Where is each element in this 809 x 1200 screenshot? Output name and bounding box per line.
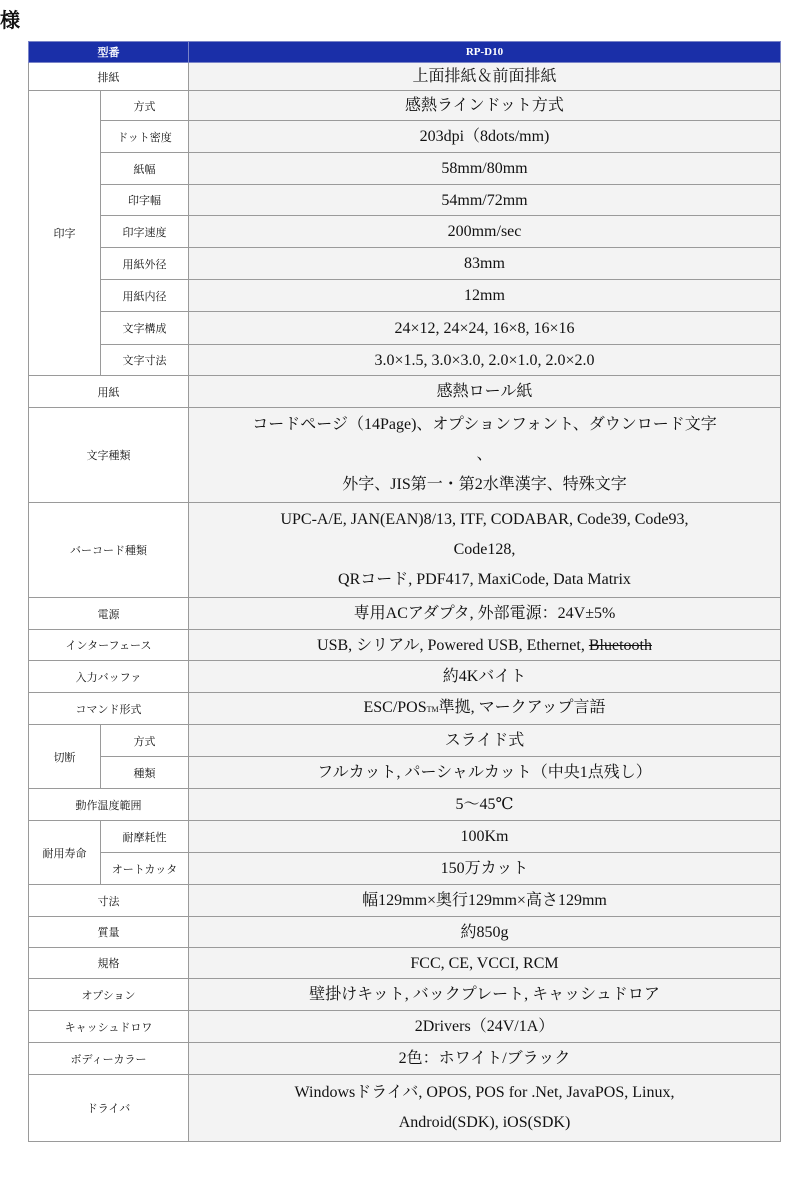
row-label-print-speed: 印字速度 bbox=[101, 216, 189, 248]
interface-value: USB, シリアル, Powered USB, Ethernet, bbox=[317, 636, 585, 654]
row-value-temperature: 5〜45℃ bbox=[189, 789, 781, 821]
row-label-print-width: 印字幅 bbox=[101, 185, 189, 216]
row-label-autocutter: オートカッタ bbox=[101, 853, 189, 885]
row-label-cutter-method: 方式 bbox=[101, 725, 189, 757]
row-value-autocutter: 150万カット bbox=[189, 853, 781, 885]
table-row bbox=[29, 757, 781, 789]
table-row bbox=[29, 153, 781, 185]
table-row bbox=[29, 216, 781, 248]
row-value-cutter-type: フルカット, パーシャルカット（中央1点残し） bbox=[189, 757, 781, 789]
barcode-line: UPC-A/E, JAN(EAN)8/13, ITF, CODABAR, Code39, Code93, bbox=[280, 511, 689, 528]
table-row bbox=[29, 345, 781, 376]
row-label-paper-width: 紙幅 bbox=[101, 153, 189, 185]
row-value-options: 壁掛けキット, バックプレート, キャッシュドロア bbox=[189, 979, 781, 1011]
table-row bbox=[29, 503, 781, 598]
barcode-line: Code128, bbox=[453, 541, 516, 558]
trademark-mark: TM bbox=[426, 705, 439, 714]
row-value-paper: 感熱ロール紙 bbox=[189, 376, 781, 408]
table-row bbox=[29, 598, 781, 630]
char-types-line: 外字、JIS第一・第2水準漢字、特殊文字 bbox=[342, 476, 627, 493]
row-value-char-config: 24×12, 24×24, 16×8, 16×16 bbox=[189, 312, 781, 345]
row-label-weight: 質量 bbox=[29, 917, 189, 948]
row-value-dot-density: 203dpi（8dots/mm) bbox=[189, 121, 781, 153]
row-label-cash-drawer: キャッシュドロワ bbox=[29, 1011, 189, 1043]
section-heading: 様 bbox=[0, 10, 20, 32]
row-label-standards: 規格 bbox=[29, 948, 189, 979]
command-value-pre: ESC/POS bbox=[363, 699, 427, 716]
table-row bbox=[29, 1011, 781, 1043]
row-label-command: コマンド形式 bbox=[29, 693, 189, 725]
table-row bbox=[29, 789, 781, 821]
row-label-barcode: バーコード種類 bbox=[29, 503, 189, 598]
table-row bbox=[29, 725, 781, 757]
row-value-cash-drawer: 2Drivers（24V/1A） bbox=[189, 1011, 781, 1043]
table-row bbox=[29, 121, 781, 153]
command-value-post: 準拠, マークアップ言語 bbox=[438, 699, 606, 716]
char-types-line: コードページ（14Page)、オプションフォント、ダウンロード文字 bbox=[252, 416, 717, 433]
row-label-char-types: 文字種類 bbox=[29, 408, 189, 503]
row-value-barcode bbox=[189, 503, 781, 598]
table-row bbox=[29, 1043, 781, 1075]
row-label-wear: 耐摩耗性 bbox=[101, 821, 189, 853]
row-label-dot-density: ドット密度 bbox=[101, 121, 189, 153]
table-row bbox=[29, 185, 781, 216]
row-value-paper-width: 58mm/80mm bbox=[189, 153, 781, 185]
table-row bbox=[29, 948, 781, 979]
row-value-power: 専用ACアダプタ, 外部電源：24V±5% bbox=[189, 598, 781, 630]
group-label-print: 印字 bbox=[29, 91, 101, 376]
row-value-driver bbox=[189, 1075, 781, 1142]
row-value-wear: 100Km bbox=[189, 821, 781, 853]
driver-line: Android(SDK), iOS(SDK) bbox=[398, 1114, 571, 1131]
header-model-value: RP-D10 bbox=[189, 42, 781, 63]
table-row bbox=[29, 885, 781, 917]
table-row bbox=[29, 979, 781, 1011]
row-label-body-color: ボディーカラー bbox=[29, 1043, 189, 1075]
row-value-inner-diameter: 12mm bbox=[189, 280, 781, 312]
table-row bbox=[29, 408, 781, 503]
row-value-weight: 約850g bbox=[189, 917, 781, 948]
interface-strikethrough: Bluetooth bbox=[588, 636, 652, 654]
table-row bbox=[29, 376, 781, 408]
table-row bbox=[29, 821, 781, 853]
row-label-dimensions: 寸法 bbox=[29, 885, 189, 917]
row-value-standards: FCC, CE, VCCI, RCM bbox=[189, 948, 781, 979]
table-row bbox=[29, 312, 781, 345]
table-header-row bbox=[29, 42, 781, 63]
row-value-outer-diameter: 83mm bbox=[189, 248, 781, 280]
row-label-options: オプション bbox=[29, 979, 189, 1011]
row-label-driver: ドライバ bbox=[29, 1075, 189, 1142]
row-value-interface bbox=[189, 630, 781, 661]
group-label-lifetime: 耐用寿命 bbox=[29, 821, 101, 885]
table-row bbox=[29, 1075, 781, 1142]
row-value-print-width: 54mm/72mm bbox=[189, 185, 781, 216]
row-value-input-buffer: 約4Kバイト bbox=[189, 661, 781, 693]
row-value-cutter-method: スライド式 bbox=[189, 725, 781, 757]
row-value-body-color: 2色：ホワイト/ブラック bbox=[189, 1043, 781, 1075]
row-value-command bbox=[189, 693, 781, 725]
table-row bbox=[29, 248, 781, 280]
table-row bbox=[29, 917, 781, 948]
row-value-discharge: 上面排紙＆前面排紙 bbox=[189, 63, 781, 91]
row-value-char-size: 3.0×1.5, 3.0×3.0, 2.0×1.0, 2.0×2.0 bbox=[189, 345, 781, 376]
row-label-interface: インターフェース bbox=[29, 630, 189, 661]
row-label-cutter-type: 種類 bbox=[101, 757, 189, 789]
row-label-outer-diameter: 用紙外径 bbox=[101, 248, 189, 280]
table-row bbox=[29, 280, 781, 312]
table-row bbox=[29, 91, 781, 121]
barcode-line: QRコード, PDF417, MaxiCode, Data Matrix bbox=[338, 571, 631, 588]
header-model-label: 型番 bbox=[29, 42, 189, 63]
table-row bbox=[29, 853, 781, 885]
row-label-input-buffer: 入力バッファ bbox=[29, 661, 189, 693]
table-row bbox=[29, 661, 781, 693]
row-label-print-method: 方式 bbox=[101, 91, 189, 121]
row-value-print-method: 感熱ラインドット方式 bbox=[189, 91, 781, 121]
row-label-char-size: 文字寸法 bbox=[101, 345, 189, 376]
table-row bbox=[29, 630, 781, 661]
row-label-char-config: 文字構成 bbox=[101, 312, 189, 345]
spec-table bbox=[28, 41, 781, 1142]
row-label-temperature: 動作温度範囲 bbox=[29, 789, 189, 821]
row-value-char-types bbox=[189, 408, 781, 503]
row-label-paper: 用紙 bbox=[29, 376, 189, 408]
row-label-discharge: 排紙 bbox=[29, 63, 189, 91]
row-label-inner-diameter: 用紙内径 bbox=[101, 280, 189, 312]
row-value-print-speed: 200mm/sec bbox=[189, 216, 781, 248]
char-types-line: 、 bbox=[476, 446, 493, 463]
table-row bbox=[29, 693, 781, 725]
row-label-power: 電源 bbox=[29, 598, 189, 630]
row-value-dimensions: 幅129mm×奥行129mm×高さ129mm bbox=[189, 885, 781, 917]
group-label-cutter: 切断 bbox=[29, 725, 101, 789]
table-row bbox=[29, 63, 781, 91]
driver-line: Windowsドライバ, OPOS, POS for .Net, JavaPOS, Linux, bbox=[294, 1084, 675, 1101]
